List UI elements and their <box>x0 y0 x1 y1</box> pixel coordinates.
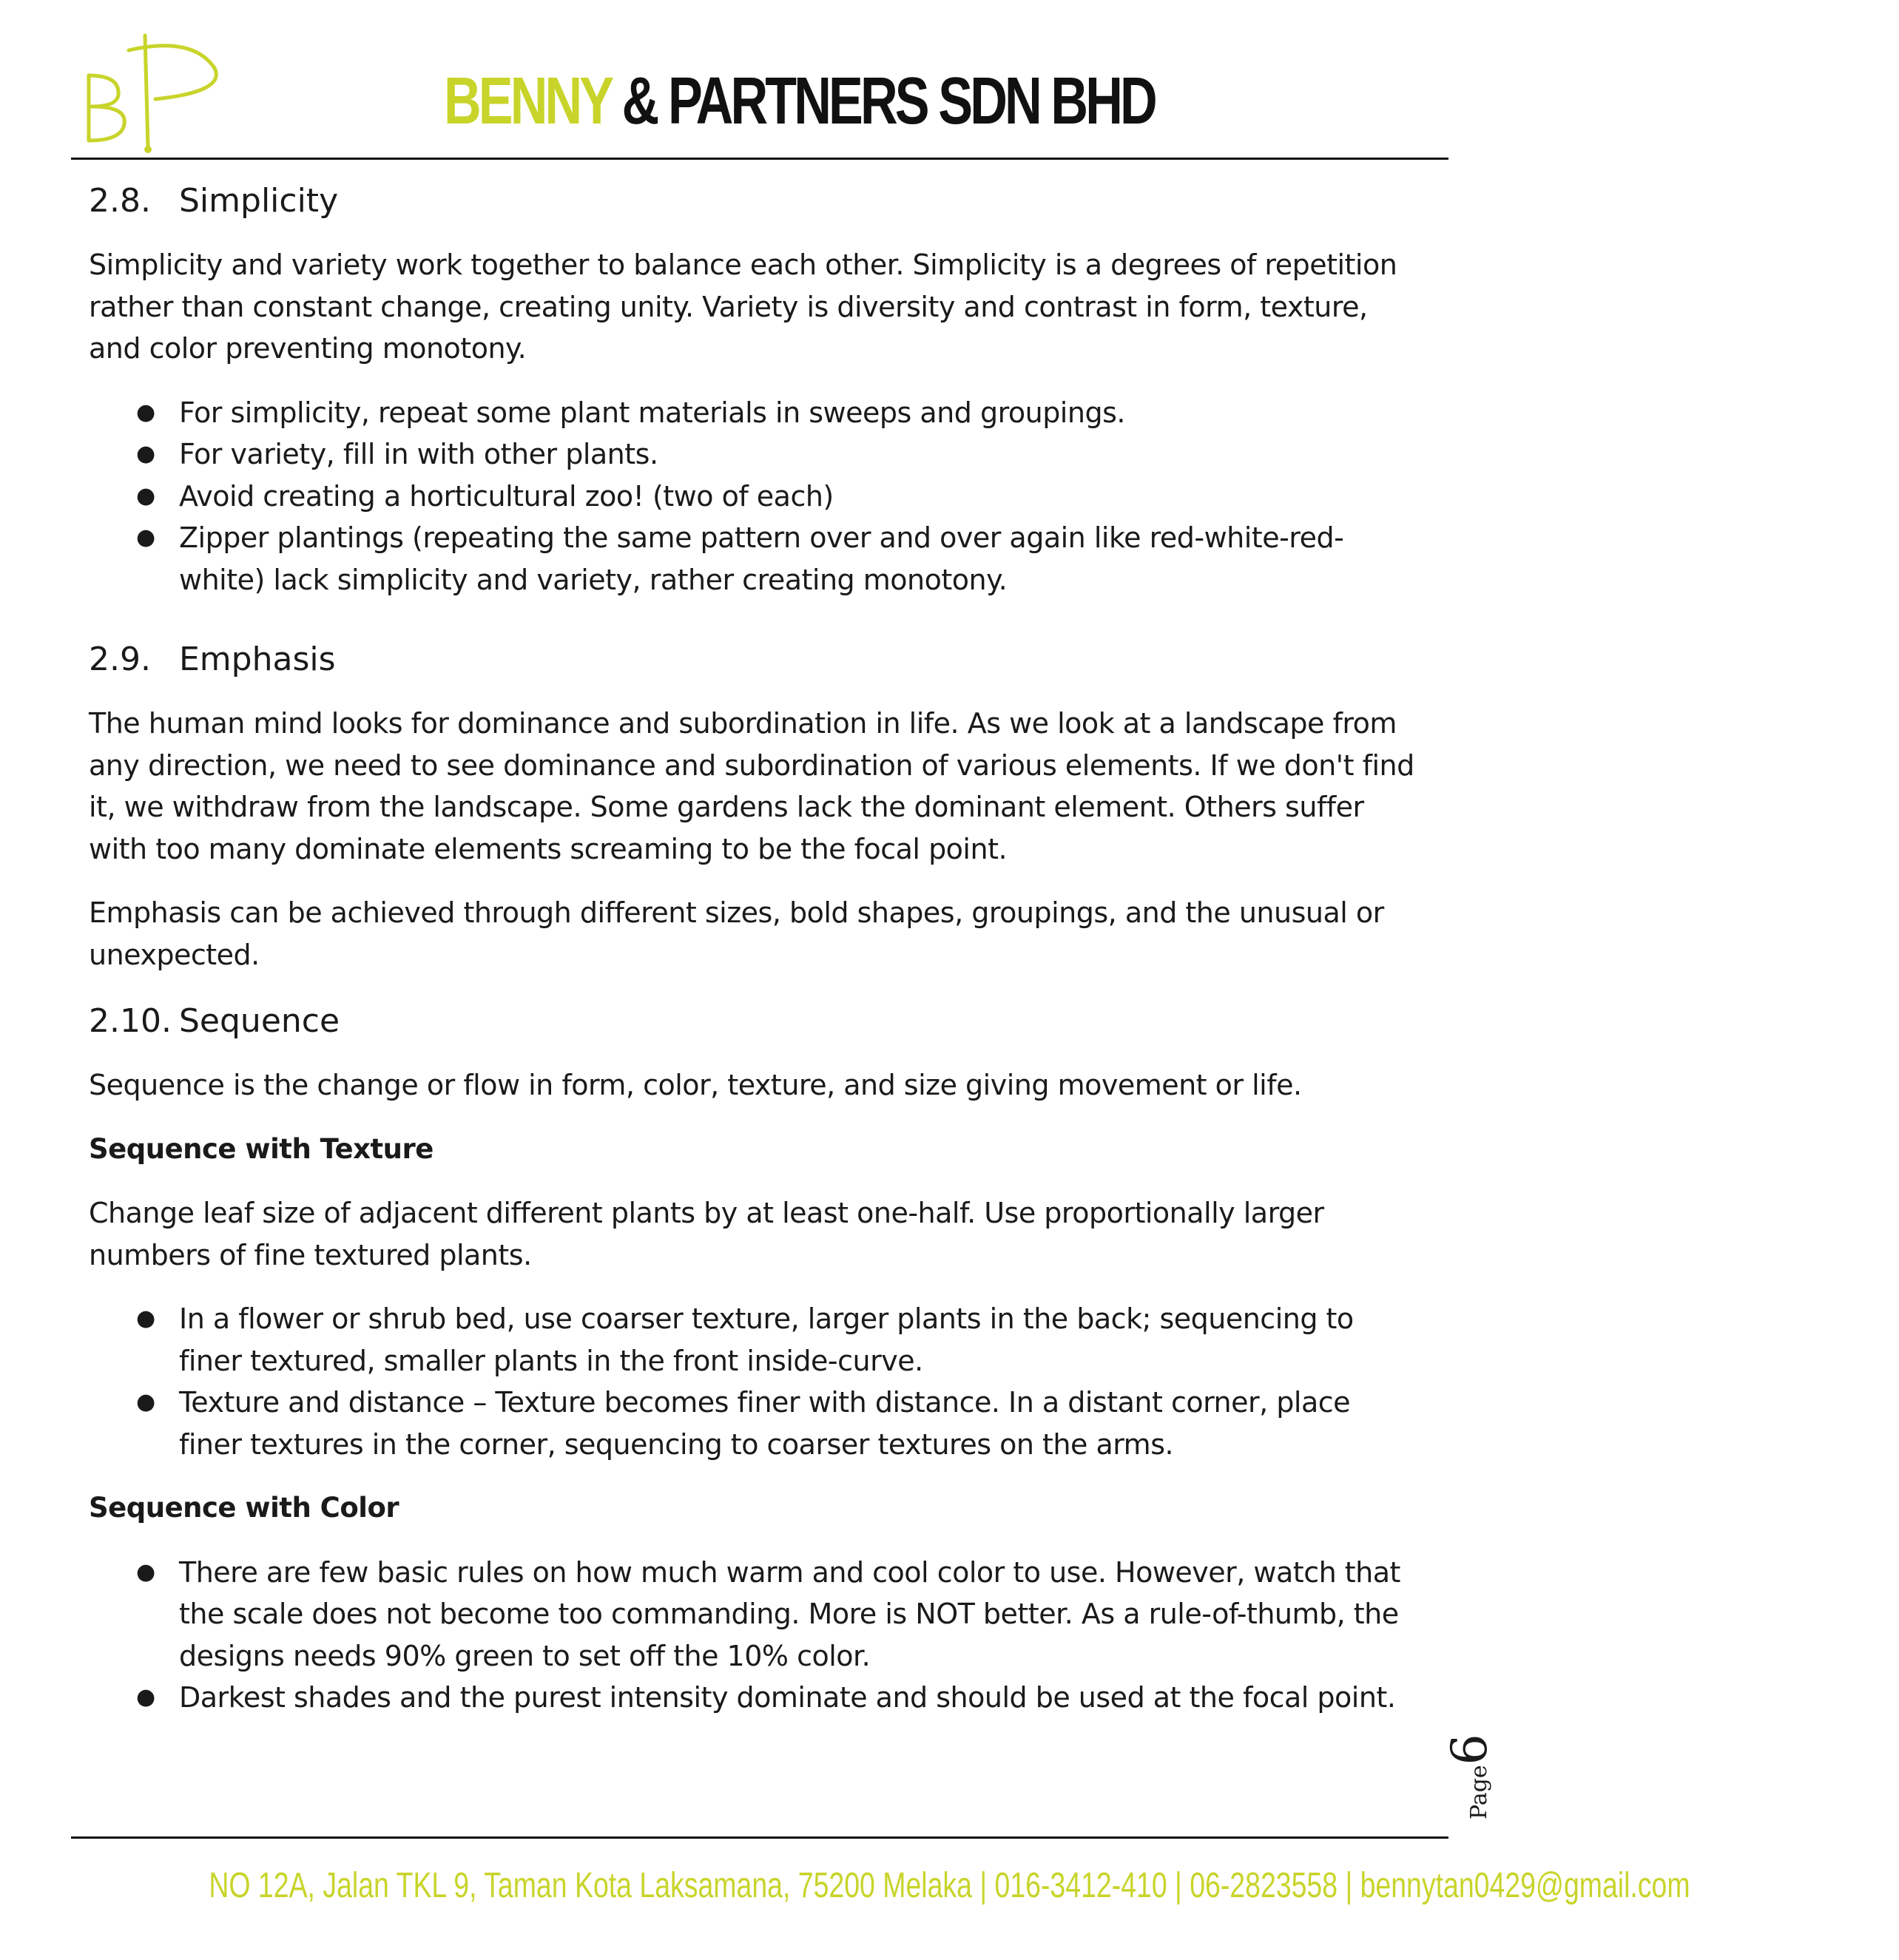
section-title: Simplicity <box>179 182 339 220</box>
paragraph: Sequence is the change or flow in form, color, texture, and size giving movement or life. <box>89 1069 1302 1101</box>
page-number <box>1441 1734 1498 1819</box>
bullet-list <box>89 1298 1420 1465</box>
section-title: Sequence <box>179 1002 340 1040</box>
paragraph: Simplicity and variety work together to balance each other. Simplicity is a degrees of repetition rather than constant change, creating unity. Variety is diversity and contrast in form, texture, and color preventing monotony. <box>89 249 1397 365</box>
subheading-color: Sequence with Color <box>89 1492 399 1524</box>
section-heading-emphasis <box>89 639 1420 680</box>
footer-divider <box>71 1836 1448 1839</box>
bullet-icon: ● <box>136 524 155 550</box>
bullet-icon: ● <box>136 1684 155 1710</box>
section-number: 2.8. <box>89 182 151 220</box>
paragraph: The human mind looks for dominance and subordination in life. As we look at a landscape from any direction, we need to see dominance and subordination of various elements. If we don't find it, we withdraw from the landscape. Some gardens lack the dominant element. Others suffer with too many dominate elements screaming to be the focal point. <box>89 707 1414 865</box>
bullet-icon: ● <box>136 399 155 425</box>
subheading-texture: Sequence with Texture <box>89 1132 434 1165</box>
section-title: Emphasis <box>179 641 336 678</box>
page-label: Page <box>1466 1765 1492 1819</box>
bullet-icon: ● <box>136 1305 155 1331</box>
list-item-text: Darkest shades and the purest intensity dominate and should be used at the focal point. <box>179 1681 1396 1714</box>
paragraph: Emphasis can be achieved through different sizes, bold shapes, groupings, and the unusual or unexpected. <box>89 896 1384 971</box>
page-digit: 6 <box>1441 1734 1498 1765</box>
bullet-list <box>89 392 1420 601</box>
list-item <box>89 392 1420 434</box>
bullet-icon: ● <box>136 441 155 467</box>
section-number: 2.10. <box>89 1002 172 1040</box>
bullet-list <box>89 1552 1420 1719</box>
list-item <box>89 1677 1420 1719</box>
list-item <box>89 517 1420 601</box>
list-item-text: For variety, fill in with other plants. <box>179 438 658 470</box>
company-name <box>444 61 1155 142</box>
list-item-text: In a flower or shrub bed, use coarser texture, larger plants in the back; sequencing to finer textured, smaller plants in the front inside-curve. <box>179 1302 1354 1377</box>
paragraph: Change leaf size of adjacent different plants by at least one-half. Use proportionally larger numbers of fine textured plants. <box>89 1197 1324 1271</box>
list-item <box>89 433 1420 476</box>
company-name-accent: BENNY <box>444 64 610 138</box>
list-item <box>89 1552 1420 1677</box>
list-item <box>89 476 1420 518</box>
list-item-text: For simplicity, repeat some plant materials in sweeps and groupings. <box>179 396 1125 429</box>
main-content <box>89 178 1420 1719</box>
bullet-icon: ● <box>136 1389 155 1415</box>
list-item-text: There are few basic rules on how much warm and cool color to use. However, watch that the scale does not become too commanding. More is NOT better. As a rule-of-thumb, the designs needs 90% green to set off the 10% color. <box>179 1555 1400 1672</box>
section-heading-simplicity <box>89 180 1420 222</box>
list-item <box>89 1298 1420 1382</box>
header-divider <box>71 158 1448 160</box>
company-name-rest: & PARTNERS SDN BHD <box>610 64 1155 138</box>
list-item-text: Texture and distance – Texture becomes finer with distance. In a distant corner, place finer textures in the corner, sequencing to coarser textures on the arms. <box>179 1386 1351 1461</box>
bullet-icon: ● <box>136 1558 155 1585</box>
footer-text: NO 12A, Jalan TKL 9, Taman Kota Laksamana, 75200 Melaka | 016-3412-410 | 06-2823558 | bennytan0429@gmail.com <box>209 1866 1690 1905</box>
company-logo <box>81 30 229 155</box>
list-item <box>89 1382 1420 1465</box>
list-item-text: Zipper plantings (repeating the same pattern over and over again like red-white-red-white) lack simplicity and variety, rather creating monotony. <box>179 521 1344 596</box>
section-number: 2.9. <box>89 641 151 678</box>
list-item-text: Avoid creating a horticultural zoo! (two of each) <box>179 479 834 513</box>
bullet-icon: ● <box>136 482 155 509</box>
section-heading-sequence <box>89 1001 1420 1042</box>
footer-contact <box>0 1862 1690 1910</box>
